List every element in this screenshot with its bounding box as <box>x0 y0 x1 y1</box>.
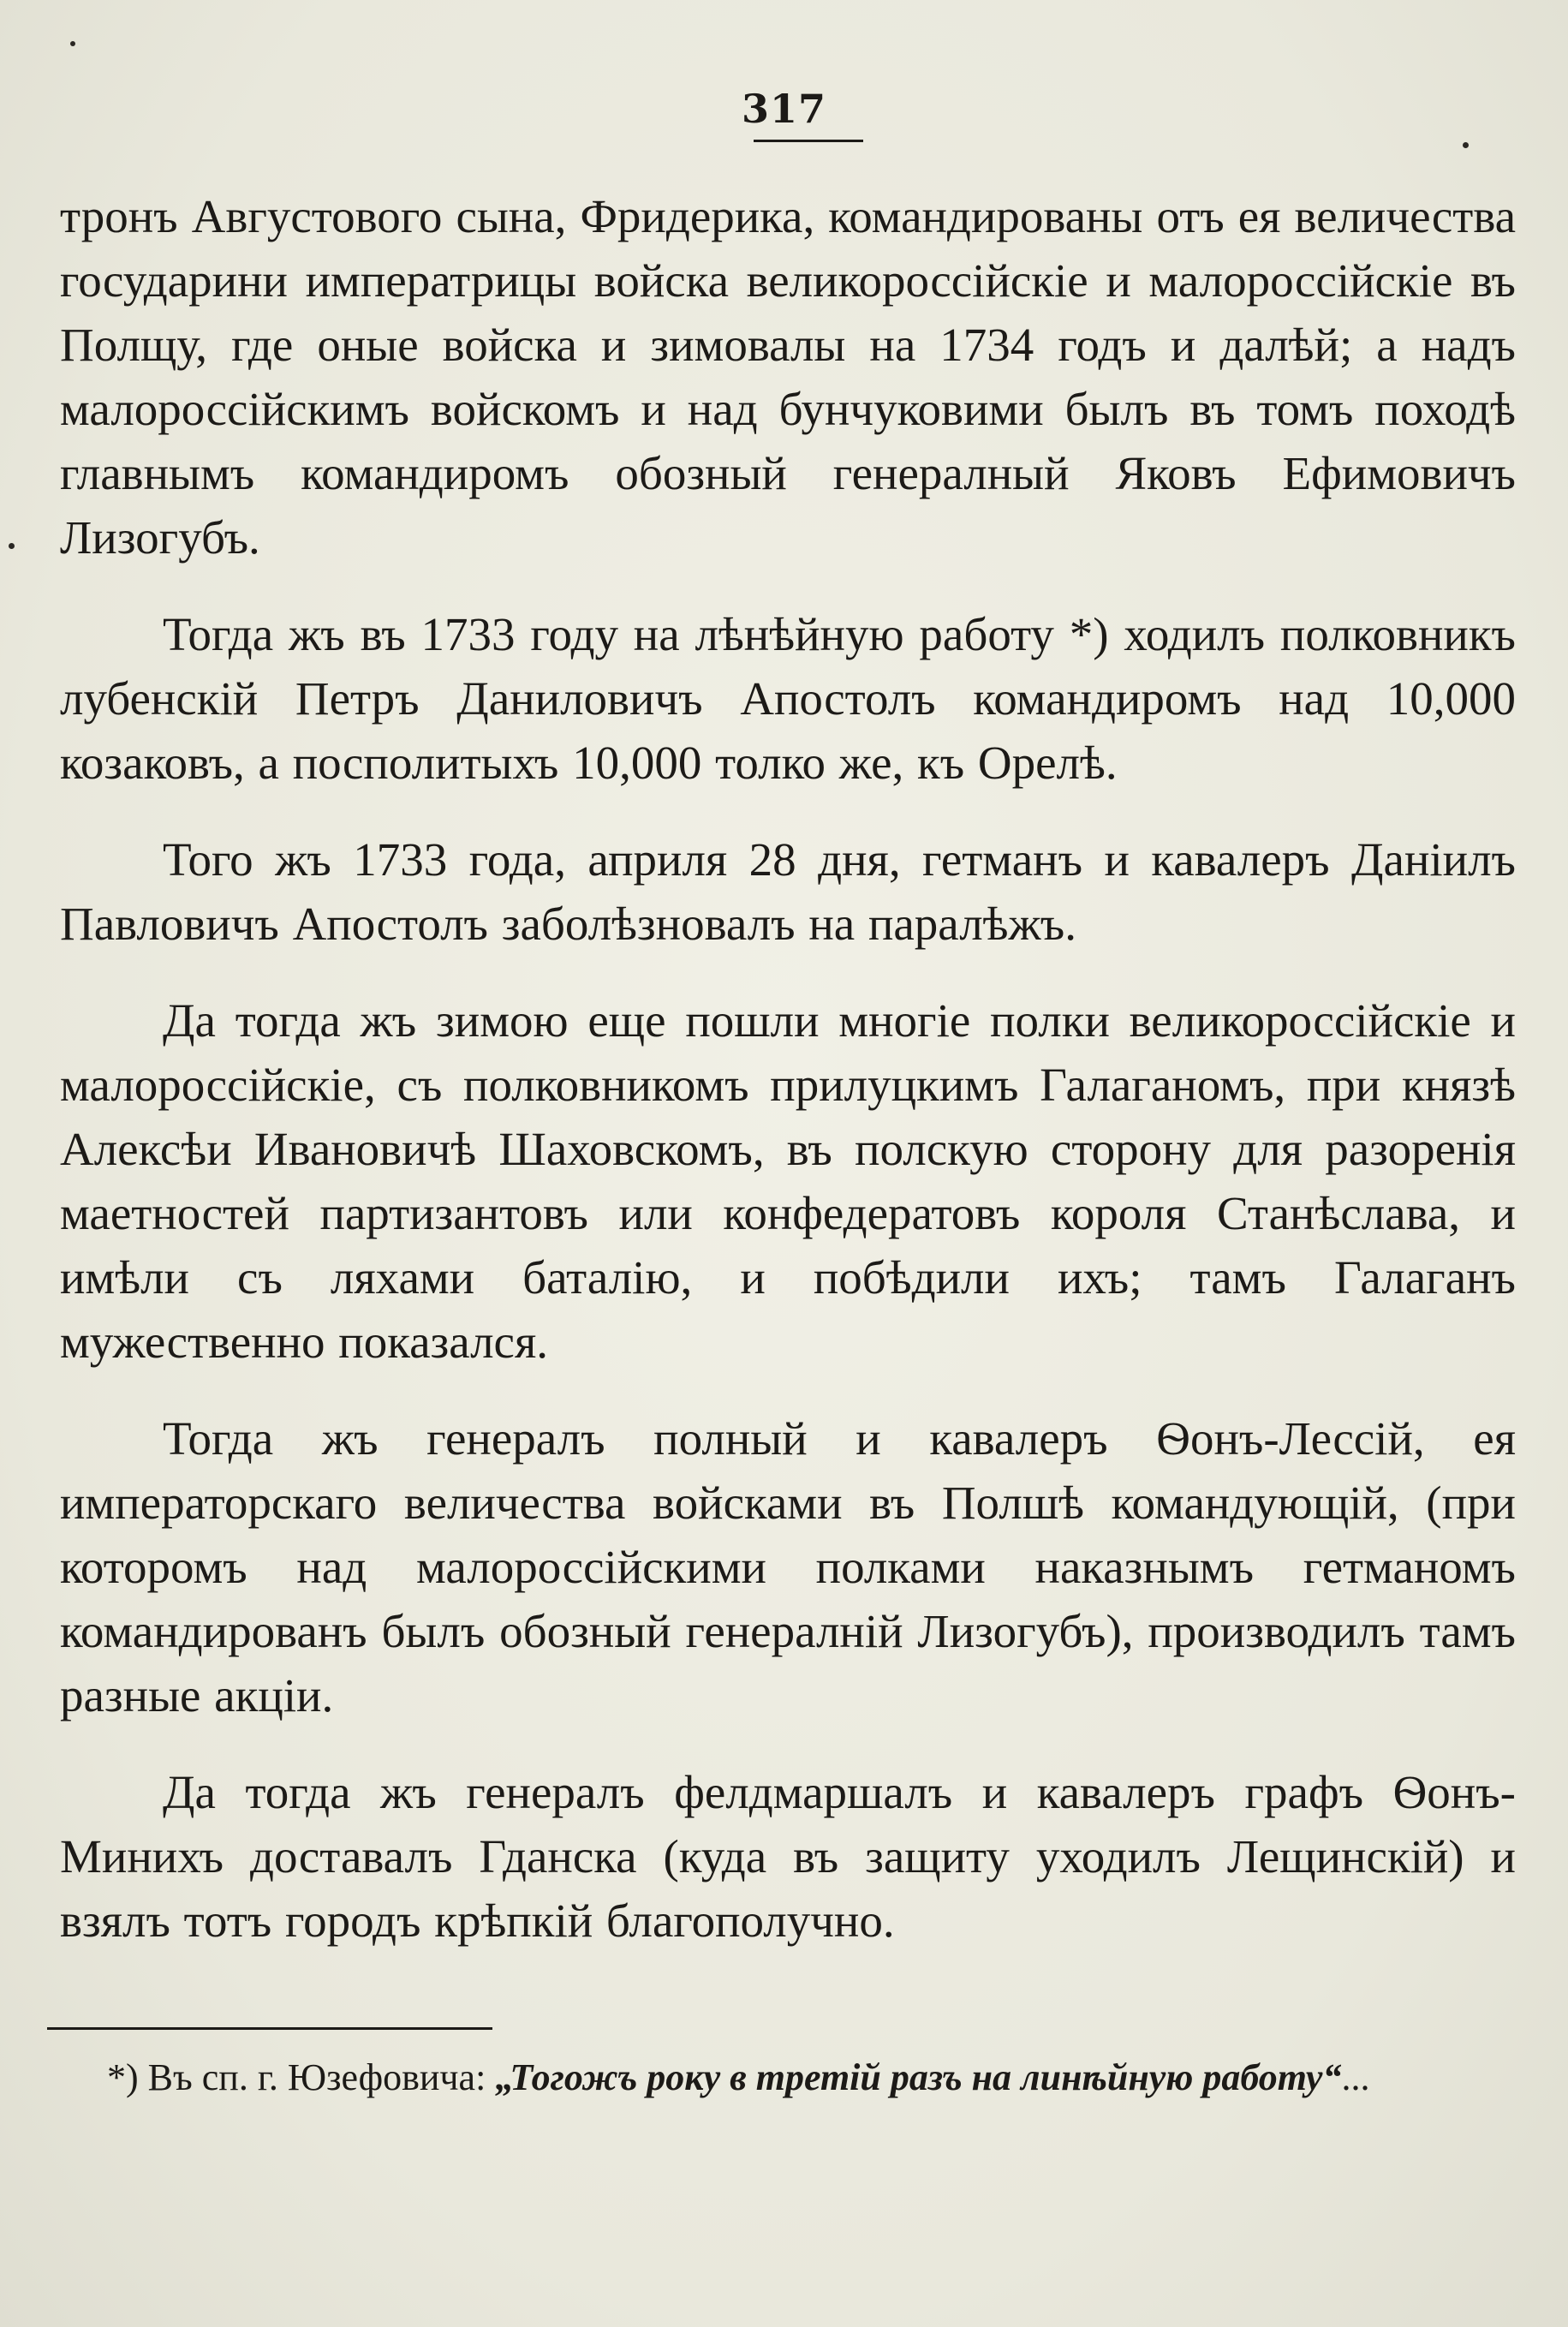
footnote-quote: „Тогожъ року в третій разъ на линѣйную работу“ <box>495 2056 1342 2098</box>
paragraph-2: Тогда жъ въ 1733 году на лѣнѣйную работу *) ходилъ полковникъ лубенскій Петръ Даниловичъ Апостолъ командиромъ над 10,000 козаковъ, а посполитыхъ 10,000 толко же, къ Орелѣ. <box>60 608 1516 789</box>
footnote-suffix: ... <box>1341 2056 1370 2098</box>
footnote <box>43 2051 1464 2104</box>
main-text <box>60 184 1516 1953</box>
paragraph-1: тронъ Августового сына, Фридерика, командированы отъ ея величества государини императрицы войска великороссійскіе и малороссійскіе въ Полщу, где оные войска и зимовалы на 1734 годъ и далѣй; а надъ малороссійскимъ войскомъ и над бунчуковими былъ въ томъ походѣ главнымъ командиромъ обозный генералный Яковъ Ефимовичъ Лизогубъ. <box>60 190 1516 564</box>
page-number-underline <box>754 140 863 142</box>
ink-speck <box>70 41 75 46</box>
ink-speck <box>1463 142 1469 148</box>
paragraph-5: Тогда жъ генералъ полный и кавалеръ Ѳонъ-Лессій, ея императорскаго величества войсками въ Полшѣ командующій, (при которомъ над малороссійскими полками наказнымъ гетманомъ командированъ былъ обозный генералній Лизогубъ), производилъ тамъ разные акціи. <box>60 1412 1516 1721</box>
paragraph-6: Да тогда жъ генералъ фелдмаршалъ и кавалеръ графъ Ѳонъ-Минихъ доставалъ Гданска (куда въ защиту уходилъ Лещинскій) и взялъ тотъ городъ крѣпкій благополучно. <box>60 1766 1516 1947</box>
footnote-prefix: *) Въ сп. г. Юзефовича: <box>107 2056 496 2098</box>
paragraph-3: Того жъ 1733 года, априля 28 дня, гетманъ и кавалеръ Даніилъ Павловичъ Апостолъ заболѣзновалъ на паралѣжъ. <box>60 833 1516 950</box>
page-number: 317 <box>741 86 827 132</box>
ink-speck <box>9 543 15 549</box>
paragraph-4: Да тогда жъ зимою еще пошли многіе полки великороссійскіе и малороссійскіе, съ полковникомъ прилуцкимъ Галаганомъ, при князѣ Алексѣи Ивановичѣ Шаховскомъ, въ полскую сторону для разоренія маетностей партизантовъ или конфедератовъ короля Станѣслава, и имѣли съ ляхами баталію, и побѣдили ихъ; тамъ Галаганъ мужественно показался. <box>60 994 1516 1368</box>
footnote-separator <box>47 2027 492 2030</box>
